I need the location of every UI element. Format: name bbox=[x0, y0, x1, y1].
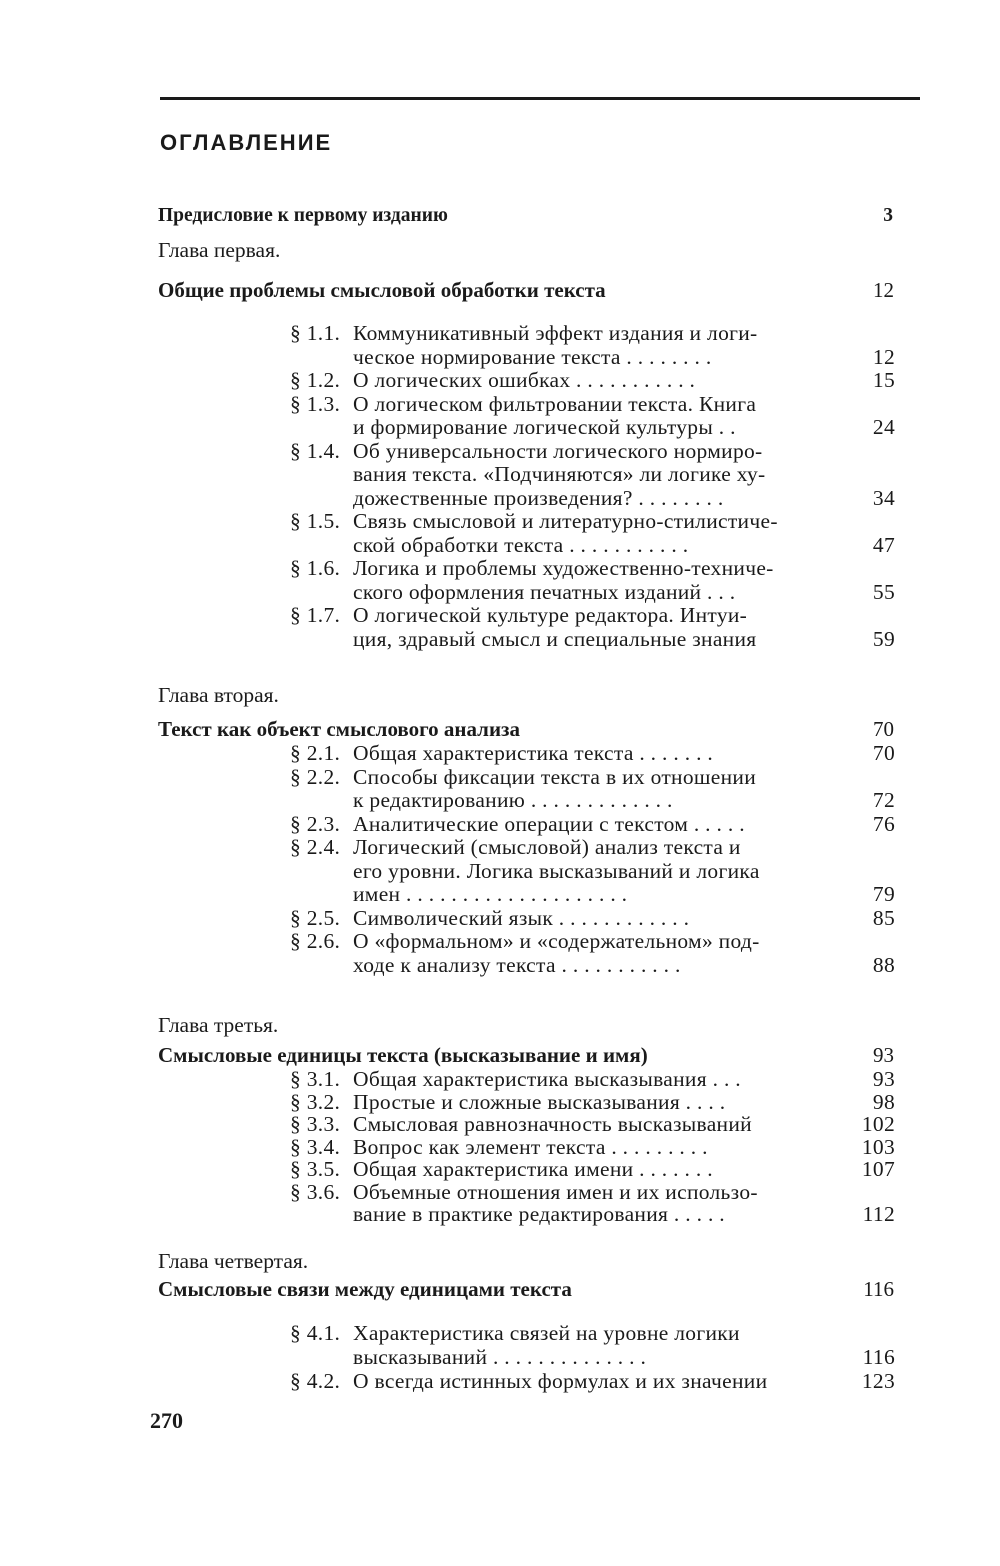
section-page: 59 bbox=[872, 626, 895, 651]
top-rule bbox=[160, 97, 920, 100]
section-title-line: вание в практике редактирования . . . . . bbox=[353, 1202, 725, 1226]
section-title-line: Общая характеристика текста . . . . . . . bbox=[353, 741, 714, 765]
section-entry bbox=[290, 1369, 895, 1393]
section-entry-continuation bbox=[290, 953, 895, 977]
section-entry-continuation bbox=[290, 345, 895, 369]
section-title-line: Общая характеристика высказывания . . . bbox=[353, 1067, 741, 1091]
section-entry bbox=[290, 906, 895, 930]
section-page: 72 bbox=[872, 788, 895, 812]
section-number: § 3.5. bbox=[290, 1157, 341, 1181]
section-title-line: Вопрос как элемент текста . . . . . . . . . bbox=[353, 1134, 708, 1159]
section-number: § 2.5. bbox=[290, 905, 341, 930]
section-title-line: Простые и сложные высказывания . . . . bbox=[353, 1089, 726, 1114]
section-entry bbox=[290, 812, 895, 836]
section-page: 34 bbox=[872, 485, 895, 510]
section-number: § 1.6. bbox=[290, 556, 341, 580]
chapter-title bbox=[158, 1277, 894, 1301]
chapter-title-text: Текст как объект смыслового анализа bbox=[158, 717, 520, 741]
section-title-line: ской обработки текста . . . . . . . . . . . bbox=[353, 532, 689, 557]
section-entry-continuation bbox=[290, 627, 895, 651]
section-number: § 2.3. bbox=[290, 811, 341, 836]
section-title-line: Логика и проблемы художественно-техниче- bbox=[353, 556, 774, 580]
section-entry bbox=[290, 1090, 895, 1114]
section-page: 15 bbox=[872, 368, 895, 392]
section-title-line: Символический язык . . . . . . . . . . . . bbox=[353, 905, 690, 930]
section-entry bbox=[290, 321, 895, 345]
preface-page: 3 bbox=[883, 205, 893, 226]
section-entry bbox=[290, 1135, 895, 1159]
section-entry-continuation bbox=[290, 1202, 895, 1226]
section-page: 98 bbox=[872, 1089, 895, 1114]
section-number: § 2.4. bbox=[290, 835, 341, 859]
section-entry bbox=[290, 1112, 895, 1136]
preface-entry bbox=[158, 204, 893, 228]
section-number: § 1.4. bbox=[290, 438, 341, 463]
section-page: 93 bbox=[872, 1067, 895, 1091]
section-number: § 1.1. bbox=[290, 321, 341, 345]
chapter-title bbox=[158, 717, 894, 741]
section-page: 76 bbox=[872, 811, 895, 836]
section-number: § 3.2. bbox=[290, 1089, 341, 1114]
section-number: § 2.1. bbox=[290, 741, 341, 765]
section-page: 12 bbox=[872, 344, 895, 369]
section-page: 107 bbox=[861, 1157, 895, 1181]
section-entry-continuation bbox=[290, 1345, 895, 1369]
section-number: § 1.5. bbox=[290, 509, 341, 533]
section-entry-continuation bbox=[290, 882, 895, 906]
chapter-page: 93 bbox=[873, 1043, 894, 1067]
section-entry bbox=[290, 765, 895, 789]
chapter-title bbox=[158, 1043, 894, 1067]
section-entry bbox=[290, 1180, 895, 1204]
section-entry bbox=[290, 1067, 895, 1091]
toc-heading: ОГЛАВЛЕНИЕ bbox=[160, 130, 333, 155]
chapter-title-text: Смысловые связи между единицами текста bbox=[158, 1277, 572, 1301]
section-entry bbox=[290, 1321, 895, 1345]
chapter-page: 116 bbox=[863, 1277, 894, 1301]
section-title-line: дожественные произведения? . . . . . . . . bbox=[353, 485, 724, 510]
section-title-line: О всегда истинных формулах и их значении bbox=[353, 1369, 768, 1393]
section-title-line: Об универсальности логического нормиро- bbox=[353, 438, 763, 463]
section-page: 24 bbox=[872, 415, 895, 439]
section-entry bbox=[290, 556, 895, 580]
section-entry bbox=[290, 741, 895, 765]
section-page: 103 bbox=[861, 1134, 895, 1159]
section-title-line: Связь смысловой и литературно-стилистиче- bbox=[353, 509, 778, 533]
chapter-page: 70 bbox=[873, 717, 894, 741]
section-entry-continuation bbox=[290, 486, 895, 510]
section-number: § 3.6. bbox=[290, 1179, 341, 1204]
section-number: § 2.2. bbox=[290, 764, 341, 789]
section-page: 79 bbox=[872, 882, 895, 906]
section-title-line: Логический (смысловой) анализ текста и bbox=[353, 835, 741, 859]
section-title-line: его уровни. Логика высказываний и логика bbox=[353, 858, 760, 883]
section-number: § 1.7. bbox=[290, 603, 341, 627]
section-title-line: и формирование логической культуры . . bbox=[353, 415, 736, 439]
section-title-line: О логических ошибках . . . . . . . . . . . bbox=[353, 368, 696, 392]
section-title-line: Смысловая равнозначность высказываний bbox=[353, 1112, 752, 1136]
section-page: 85 bbox=[872, 905, 895, 930]
section-title-line: Коммуникативный эффект издания и логи- bbox=[353, 321, 758, 345]
section-title-line: ция, здравый смысл и специальные знания bbox=[353, 626, 757, 651]
section-number: § 4.2. bbox=[290, 1369, 341, 1393]
chapter-label: Глава первая. bbox=[158, 238, 281, 262]
preface-title: Предисловие к первому изданию bbox=[158, 205, 448, 226]
chapter-page: 12 bbox=[873, 278, 894, 302]
section-entry-continuation bbox=[290, 859, 895, 883]
chapter-label: Глава четвертая. bbox=[158, 1249, 309, 1273]
section-title-line: О логической культуре редактора. Интуи- bbox=[353, 603, 748, 627]
section-title-line: высказываний . . . . . . . . . . . . . . bbox=[353, 1345, 647, 1369]
section-entry-continuation bbox=[290, 462, 895, 486]
section-number: § 4.1. bbox=[290, 1321, 341, 1345]
section-entry bbox=[290, 835, 895, 859]
section-page: 47 bbox=[872, 532, 895, 557]
section-number: § 2.6. bbox=[290, 929, 341, 953]
section-title-line: Аналитические операции с текстом . . . . . bbox=[353, 811, 745, 836]
section-page: 112 bbox=[862, 1202, 895, 1226]
section-page: 116 bbox=[862, 1345, 895, 1369]
chapter-label: Глава третья. bbox=[158, 1013, 279, 1037]
chapter-title bbox=[158, 278, 894, 302]
section-number: § 1.3. bbox=[290, 391, 341, 416]
section-number: § 1.2. bbox=[290, 368, 341, 392]
section-page: 123 bbox=[861, 1369, 895, 1393]
section-title-line: Способы фиксации текста в их отношении bbox=[353, 764, 757, 789]
section-entry bbox=[290, 509, 895, 533]
section-entry bbox=[290, 368, 895, 392]
section-entry-continuation bbox=[290, 533, 895, 557]
section-title-line: О логическом фильтровании текста. Книга bbox=[353, 391, 757, 416]
section-title-line: ского оформления печатных изданий . . . bbox=[353, 579, 736, 604]
chapter-title-text: Общие проблемы смысловой обработки текста bbox=[158, 278, 606, 302]
section-title-line: Объемные отношения имен и их использо- bbox=[353, 1179, 758, 1204]
section-page: 88 bbox=[872, 952, 895, 977]
section-title-line: ходе к анализу текста . . . . . . . . . . . bbox=[353, 952, 681, 977]
chapter-title-text: Смысловые единицы текста (высказывание и имя) bbox=[158, 1043, 648, 1067]
section-title-line: Характеристика связей на уровне логики bbox=[353, 1321, 740, 1345]
section-page: 102 bbox=[861, 1112, 895, 1136]
section-entry bbox=[290, 603, 895, 627]
section-number: § 3.3. bbox=[290, 1112, 341, 1136]
section-entry-continuation bbox=[290, 415, 895, 439]
section-number: § 3.4. bbox=[290, 1134, 341, 1159]
chapter-label: Глава вторая. bbox=[158, 683, 279, 707]
section-entry bbox=[290, 1157, 895, 1181]
section-title-line: Общая характеристика имени . . . . . . . bbox=[353, 1157, 713, 1181]
section-title-line: О «формальном» и «содержательном» под- bbox=[353, 929, 760, 953]
section-page: 55 bbox=[872, 579, 895, 604]
section-entry bbox=[290, 439, 895, 463]
section-title-line: вания текста. «Подчиняются» ли логике ху- bbox=[353, 462, 766, 486]
section-number: § 3.1. bbox=[290, 1067, 341, 1091]
section-page: 70 bbox=[872, 741, 895, 765]
section-title-line: к редактированию . . . . . . . . . . . . . bbox=[353, 788, 673, 812]
section-entry bbox=[290, 929, 895, 953]
section-entry-continuation bbox=[290, 580, 895, 604]
page-number: 270 bbox=[150, 1408, 183, 1433]
section-entry bbox=[290, 392, 895, 416]
section-entry-continuation bbox=[290, 788, 895, 812]
section-title-line: ческое нормирование текста . . . . . . . . bbox=[353, 344, 712, 369]
section-title-line: имен . . . . . . . . . . . . . . . . . . . . bbox=[353, 882, 628, 906]
